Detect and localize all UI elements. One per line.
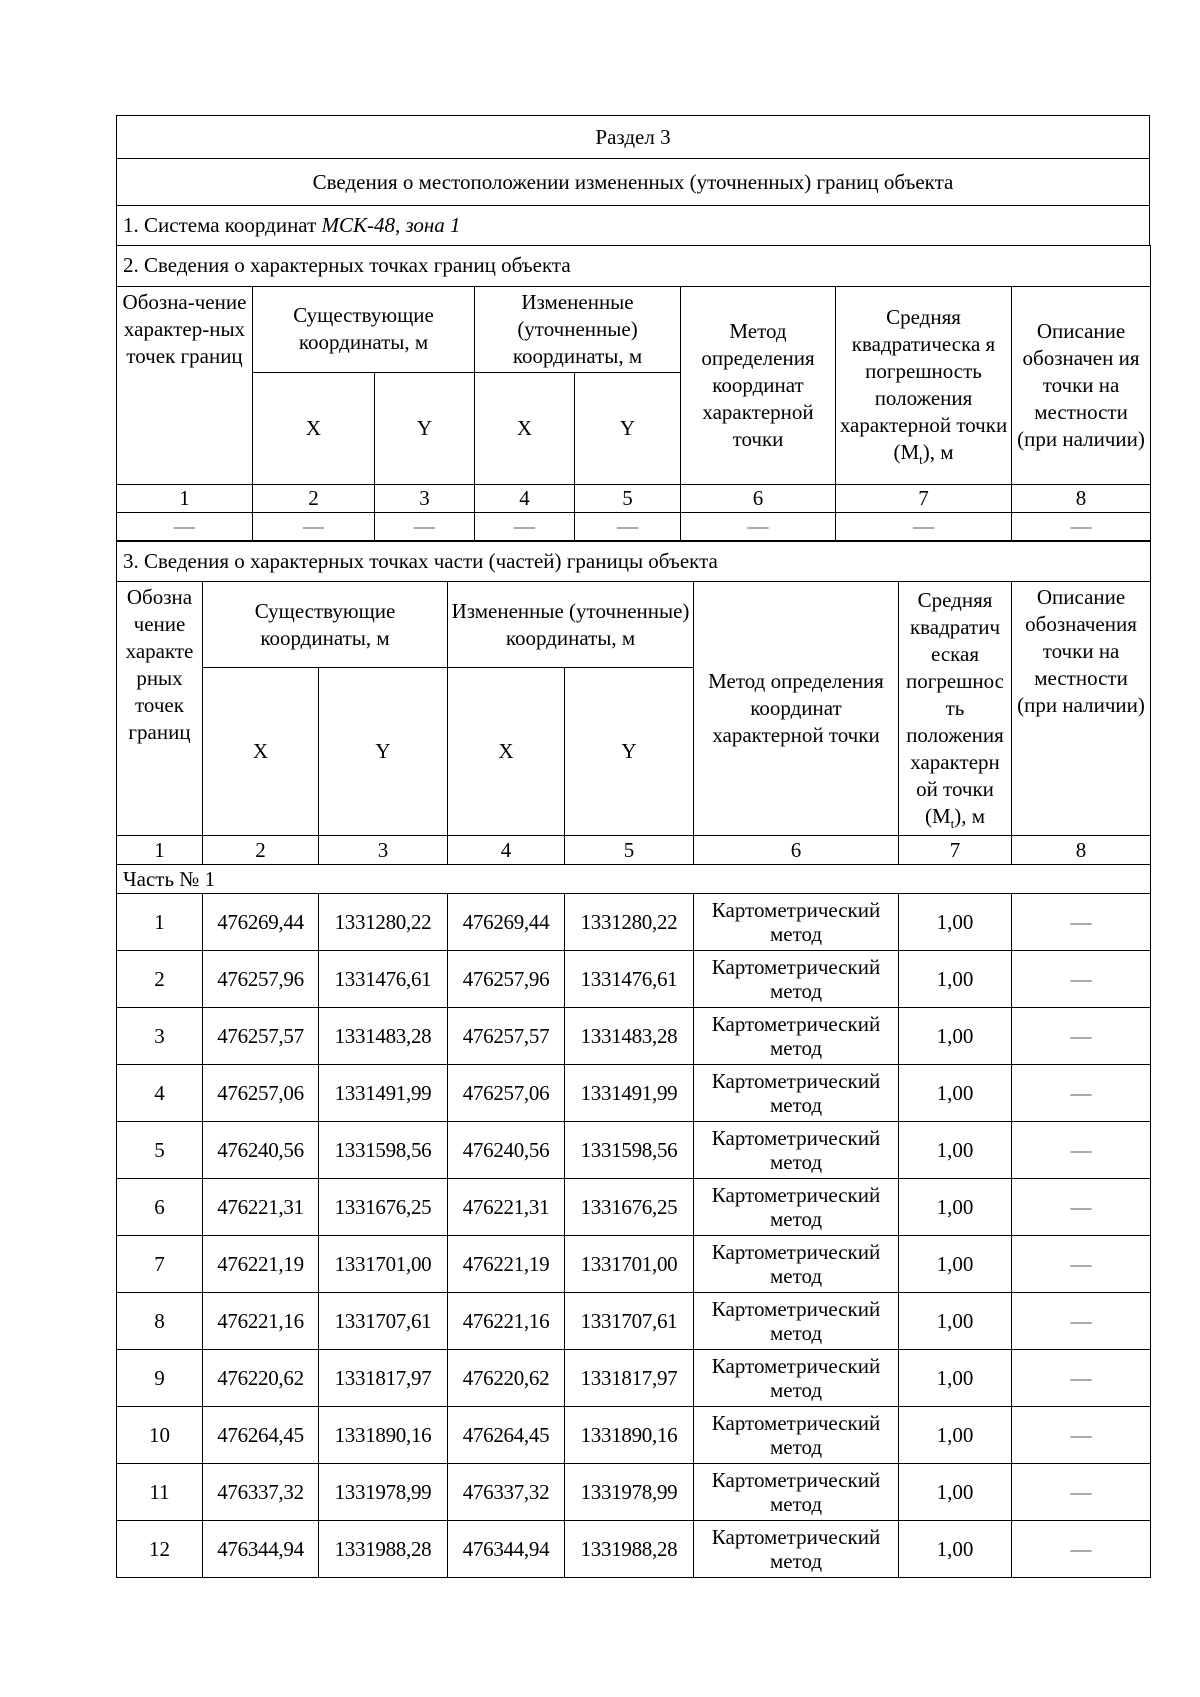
section-header-table bbox=[116, 115, 1150, 246]
part2-header-point: Обозна-чение характер-ных точек границ bbox=[117, 286, 253, 484]
table-row bbox=[117, 1065, 1151, 1122]
part2-header-x-changed: X bbox=[475, 372, 575, 484]
method: Картометрический метод bbox=[694, 951, 899, 1008]
table-row bbox=[117, 1293, 1151, 1350]
part3-col-numbers bbox=[117, 836, 1151, 865]
error-value: 1,00 bbox=[899, 1350, 1012, 1407]
col-number: 7 bbox=[899, 836, 1012, 865]
changed-y: 1331280,22 bbox=[565, 894, 694, 951]
part2-empty-row bbox=[117, 512, 1151, 541]
table-row bbox=[117, 894, 1151, 951]
empty-dash: — bbox=[681, 512, 836, 541]
method: Картометрический метод bbox=[694, 1179, 899, 1236]
part2-header-y-existing: Y bbox=[375, 372, 475, 484]
part3-header-x-changed: X bbox=[448, 668, 565, 836]
point-number: 12 bbox=[117, 1521, 203, 1578]
col-number: 8 bbox=[1012, 484, 1151, 512]
part3-header-y-changed: Y bbox=[565, 668, 694, 836]
description: — bbox=[1012, 1350, 1151, 1407]
existing-x: 476257,96 bbox=[203, 951, 319, 1008]
part2-header-method: Метод определения координат характерной точки bbox=[681, 286, 836, 484]
col-number: 3 bbox=[319, 836, 448, 865]
col-number: 4 bbox=[475, 484, 575, 512]
changed-x: 476221,19 bbox=[448, 1236, 565, 1293]
existing-y: 1331978,99 bbox=[319, 1464, 448, 1521]
error-value: 1,00 bbox=[899, 1521, 1012, 1578]
method: Картометрический метод bbox=[694, 1122, 899, 1179]
description: — bbox=[1012, 1179, 1151, 1236]
point-number: 7 bbox=[117, 1236, 203, 1293]
description: — bbox=[1012, 1407, 1151, 1464]
description: — bbox=[1012, 1236, 1151, 1293]
method: Картометрический метод bbox=[694, 1464, 899, 1521]
changed-y: 1331988,28 bbox=[565, 1521, 694, 1578]
changed-x: 476220,62 bbox=[448, 1350, 565, 1407]
part2-header-desc: Описание обозначен ия точки на местности (при наличии) bbox=[1012, 286, 1151, 484]
description: — bbox=[1012, 1464, 1151, 1521]
part2-title: 2. Сведения о характерных точках границ объекта bbox=[117, 245, 1151, 286]
existing-x: 476220,62 bbox=[203, 1350, 319, 1407]
part3-header-changed: Измененные (уточненные) координаты, м bbox=[448, 582, 694, 668]
part2-col-numbers bbox=[117, 484, 1151, 512]
changed-x: 476240,56 bbox=[448, 1122, 565, 1179]
boundary-points-table bbox=[116, 245, 1151, 542]
changed-y: 1331676,25 bbox=[565, 1179, 694, 1236]
existing-y: 1331707,61 bbox=[319, 1293, 448, 1350]
point-number: 5 bbox=[117, 1122, 203, 1179]
col-number: 7 bbox=[836, 484, 1012, 512]
col-number: 1 bbox=[117, 484, 253, 512]
section-subtitle: Сведения о местоположении измененных (уточненных) границ объекта bbox=[117, 159, 1150, 206]
col-number: 2 bbox=[203, 836, 319, 865]
coord-system-value: МСК-48, зона 1 bbox=[321, 213, 461, 237]
error-value: 1,00 bbox=[899, 894, 1012, 951]
existing-y: 1331483,28 bbox=[319, 1008, 448, 1065]
point-number: 3 bbox=[117, 1008, 203, 1065]
changed-y: 1331978,99 bbox=[565, 1464, 694, 1521]
empty-dash: — bbox=[475, 512, 575, 541]
error-value: 1,00 bbox=[899, 1407, 1012, 1464]
point-number: 1 bbox=[117, 894, 203, 951]
existing-y: 1331701,00 bbox=[319, 1236, 448, 1293]
method: Картометрический метод bbox=[694, 1236, 899, 1293]
part2-header-error-unit: ), м bbox=[922, 440, 954, 464]
changed-y: 1331598,56 bbox=[565, 1122, 694, 1179]
description: — bbox=[1012, 894, 1151, 951]
existing-x: 476221,31 bbox=[203, 1179, 319, 1236]
table-row bbox=[117, 1122, 1151, 1179]
point-number: 10 bbox=[117, 1407, 203, 1464]
table-row bbox=[117, 1008, 1151, 1065]
method: Картометрический метод bbox=[694, 1065, 899, 1122]
changed-x: 476344,94 bbox=[448, 1521, 565, 1578]
existing-x: 476269,44 bbox=[203, 894, 319, 951]
col-number: 3 bbox=[375, 484, 475, 512]
existing-y: 1331988,28 bbox=[319, 1521, 448, 1578]
point-number: 2 bbox=[117, 951, 203, 1008]
changed-y: 1331817,97 bbox=[565, 1350, 694, 1407]
description: — bbox=[1012, 951, 1151, 1008]
point-number: 6 bbox=[117, 1179, 203, 1236]
section-title: Раздел 3 bbox=[117, 116, 1150, 159]
error-value: 1,00 bbox=[899, 951, 1012, 1008]
part3-header-desc: Описание обозначения точки на местности (при наличии) bbox=[1012, 582, 1151, 836]
changed-y: 1331483,28 bbox=[565, 1008, 694, 1065]
description: — bbox=[1012, 1008, 1151, 1065]
changed-y: 1331491,99 bbox=[565, 1065, 694, 1122]
existing-y: 1331598,56 bbox=[319, 1122, 448, 1179]
error-value: 1,00 bbox=[899, 1293, 1012, 1350]
part2-header-x-existing: X bbox=[253, 372, 375, 484]
existing-x: 476337,32 bbox=[203, 1464, 319, 1521]
table-row bbox=[117, 1407, 1151, 1464]
empty-dash: — bbox=[253, 512, 375, 541]
table-row bbox=[117, 1179, 1151, 1236]
existing-y: 1331476,61 bbox=[319, 951, 448, 1008]
point-number: 4 bbox=[117, 1065, 203, 1122]
existing-x: 476240,56 bbox=[203, 1122, 319, 1179]
changed-x: 476221,16 bbox=[448, 1293, 565, 1350]
empty-dash: — bbox=[575, 512, 681, 541]
empty-dash: — bbox=[836, 512, 1012, 541]
changed-x: 476257,06 bbox=[448, 1065, 565, 1122]
existing-y: 1331491,99 bbox=[319, 1065, 448, 1122]
part3-header-error-unit: ), м bbox=[954, 804, 986, 828]
col-number: 5 bbox=[575, 484, 681, 512]
table-row bbox=[117, 1350, 1151, 1407]
error-value: 1,00 bbox=[899, 1236, 1012, 1293]
part3-header-error-text: Средняя квадратич еская погрешнос ть положения характерн ой точки (M bbox=[906, 588, 1004, 828]
empty-dash: — bbox=[375, 512, 475, 541]
part3-header-y-existing: Y bbox=[319, 668, 448, 836]
part3-header-x-existing: X bbox=[203, 668, 319, 836]
point-number: 9 bbox=[117, 1350, 203, 1407]
changed-x: 476269,44 bbox=[448, 894, 565, 951]
changed-x: 476257,96 bbox=[448, 951, 565, 1008]
part3-header-error bbox=[899, 582, 1012, 836]
point-number: 8 bbox=[117, 1293, 203, 1350]
method: Картометрический метод bbox=[694, 1521, 899, 1578]
error-value: 1,00 bbox=[899, 1464, 1012, 1521]
changed-x: 476264,45 bbox=[448, 1407, 565, 1464]
empty-dash: — bbox=[117, 512, 253, 541]
table-row bbox=[117, 951, 1151, 1008]
existing-x: 476257,57 bbox=[203, 1008, 319, 1065]
part2-header-existing: Существующие координаты, м bbox=[253, 286, 475, 372]
error-value: 1,00 bbox=[899, 1008, 1012, 1065]
table-row bbox=[117, 1521, 1151, 1578]
error-value: 1,00 bbox=[899, 1065, 1012, 1122]
point-number: 11 bbox=[117, 1464, 203, 1521]
method: Картометрический метод bbox=[694, 1008, 899, 1065]
existing-x: 476344,94 bbox=[203, 1521, 319, 1578]
method: Картометрический метод bbox=[694, 1350, 899, 1407]
method: Картометрический метод bbox=[694, 894, 899, 951]
col-number: 5 bbox=[565, 836, 694, 865]
points-body bbox=[117, 894, 1151, 1578]
existing-x: 476221,16 bbox=[203, 1293, 319, 1350]
part2-header-error-text: Средняя квадратическа я погрешность положения характерной точки (M bbox=[839, 305, 1008, 464]
part3-header-method: Метод определения координат характерной точки bbox=[694, 582, 899, 836]
part-label: Часть № 1 bbox=[117, 865, 1151, 894]
method: Картометрический метод bbox=[694, 1293, 899, 1350]
changed-x: 476221,31 bbox=[448, 1179, 565, 1236]
col-number: 4 bbox=[448, 836, 565, 865]
existing-x: 476221,19 bbox=[203, 1236, 319, 1293]
existing-y: 1331817,97 bbox=[319, 1350, 448, 1407]
changed-y: 1331890,16 bbox=[565, 1407, 694, 1464]
col-number: 1 bbox=[117, 836, 203, 865]
method: Картометрический метод bbox=[694, 1407, 899, 1464]
changed-x: 476257,57 bbox=[448, 1008, 565, 1065]
description: — bbox=[1012, 1521, 1151, 1578]
description: — bbox=[1012, 1122, 1151, 1179]
changed-y: 1331707,61 bbox=[565, 1293, 694, 1350]
description: — bbox=[1012, 1065, 1151, 1122]
part2-header-error bbox=[836, 286, 1012, 484]
table-row bbox=[117, 1464, 1151, 1521]
document-page bbox=[116, 115, 1150, 1578]
part3-header-point: Обозна чение характе рных точек границ bbox=[117, 582, 203, 836]
error-value: 1,00 bbox=[899, 1122, 1012, 1179]
existing-y: 1331280,22 bbox=[319, 894, 448, 951]
error-value: 1,00 bbox=[899, 1179, 1012, 1236]
existing-y: 1331676,25 bbox=[319, 1179, 448, 1236]
existing-y: 1331890,16 bbox=[319, 1407, 448, 1464]
changed-y: 1331701,00 bbox=[565, 1236, 694, 1293]
part3-title: 3. Сведения о характерных точках части (частей) границы объекта bbox=[117, 541, 1151, 582]
table-row bbox=[117, 1236, 1151, 1293]
empty-dash: — bbox=[1012, 512, 1151, 541]
part3-header-error-sub: t bbox=[950, 816, 955, 832]
coord-system bbox=[117, 206, 1150, 246]
col-number: 8 bbox=[1012, 836, 1151, 865]
part2-header-error-sub: t bbox=[919, 452, 923, 468]
col-number: 2 bbox=[253, 484, 375, 512]
part2-header-y-changed: Y bbox=[575, 372, 681, 484]
part3-header-existing: Существующие координаты, м bbox=[203, 582, 448, 668]
changed-y: 1331476,61 bbox=[565, 951, 694, 1008]
changed-x: 476337,32 bbox=[448, 1464, 565, 1521]
existing-x: 476257,06 bbox=[203, 1065, 319, 1122]
col-number: 6 bbox=[681, 484, 836, 512]
part2-header-changed: Измененные (уточненные) координаты, м bbox=[475, 286, 681, 372]
coord-system-label: 1. Система координат bbox=[123, 213, 322, 237]
col-number: 6 bbox=[694, 836, 899, 865]
existing-x: 476264,45 bbox=[203, 1407, 319, 1464]
description: — bbox=[1012, 1293, 1151, 1350]
part-points-table bbox=[116, 540, 1151, 1578]
